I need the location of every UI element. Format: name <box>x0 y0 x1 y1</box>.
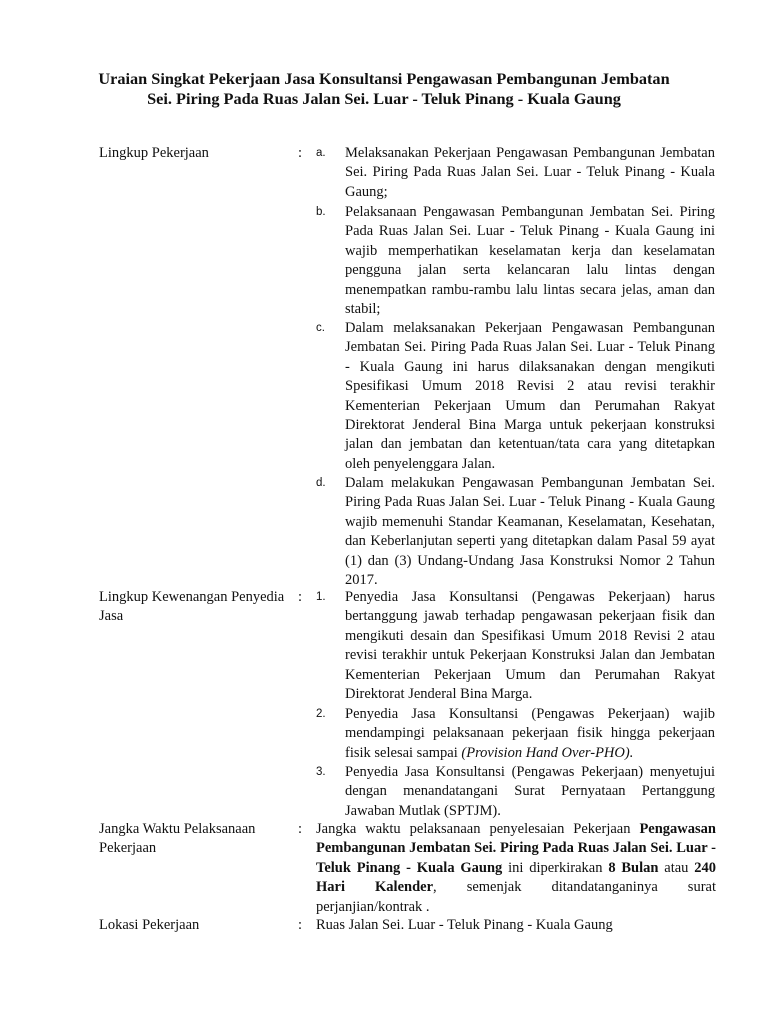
label-colon: : <box>298 589 303 605</box>
list-item-text: Dalam melakukan Pengawasan Pembangunan Jembatan Sei. Piring Pada Ruas Jalan Sei. Luar - Teluk Pinang - Kuala Gaung wajib memenuhi Standar Keamanan, Keselamatan, Kesehatan, dan Keberlanjutan seperti yang ditetapkan dalam Pasal 59 ayat (1) dan (3) Undang-Undang Jasa Konstruksi Nomor 2 Tahun 2017. <box>345 475 715 589</box>
duration-text: Jangka waktu pelaksanaan penyelesaian Pekerjaan <box>316 821 640 837</box>
list-item-text-plain: Penyedia Jasa Konsultansi (Pengawas Pekerjaan) wajib mendampingi pelaksanaan pekerjaan fisik hingga pekerjaan fisik selesai sampai <box>345 706 715 761</box>
duration-text: , semenjak ditandatanganinya surat perjanjian/kontrak . <box>316 879 716 915</box>
location-value: Ruas Jalan Sei. Luar - Teluk Pinang - Kuala Gaung <box>316 917 613 933</box>
list-marker: 3. <box>316 766 326 778</box>
list-item-text: Penyedia Jasa Konsultansi (Pengawas Pekerjaan) harus bertanggung jawab terhadap pengawasan pekerjaan fisik dan mengikuti desain dan Spesifikasi Umum 2018 Revisi 2 atau revisi terakhir untuk Pekerjaan Konstruksi Jalan dan Jembatan Kementerian Pekerjaan Umum dan Perumahan Rakyat Direktorat Jenderal Bina Marga. <box>345 589 715 703</box>
list-item-text: Melaksanakan Pekerjaan Pengawasan Pembangunan Jembatan Sei. Piring Pada Ruas Jalan Sei. Luar - Teluk Pinang - Kuala Gaung; <box>345 145 715 200</box>
duration-days: 240 Hari Kalender <box>316 859 716 896</box>
label-colon: : <box>298 821 303 837</box>
list-marker: 1. <box>316 591 326 603</box>
project-name-bold: Pengawasan Pembangunan Jembatan Sei. Piring Pada Ruas Jalan Sei. Luar - Teluk Pinang - Kuala Gaung <box>316 821 716 876</box>
duration-text: atau <box>658 859 695 876</box>
list-item-text: Pelaksanaan Pengawasan Pembangunan Jembatan Sei. Piring Pada Ruas Jalan Sei. Luar - Teluk Pinang - Kuala Gaung ini wajib memperhatikan keselamatan kerja dan keselamatan pengguna jalan serta kelancaran lalu lintas dengan menempatkan rambu-rambu lalu lintas secara jelas, aman dan stabil; <box>345 204 715 318</box>
list-marker: b. <box>316 206 326 218</box>
list-marker: 2. <box>316 708 326 720</box>
section-label: Lingkup Pekerjaan <box>99 145 209 161</box>
list-item-text-italic: (Provision Hand Over-PHO). <box>461 744 634 761</box>
label-colon: : <box>298 145 303 161</box>
duration-months: 8 Bulan <box>608 859 659 876</box>
document-title: Uraian Singkat Pekerjaan Jasa Konsultansi Pengawasan Pembangunan Jembatan Sei. Piring Pada Ruas Jalan Sei. Luar - Teluk Pinang - Kuala Gaung <box>98 69 670 108</box>
list-marker: a. <box>316 147 326 159</box>
section-label: Jangka Waktu Pelaksanaan Pekerjaan <box>99 821 256 857</box>
list-item-text <box>345 705 715 763</box>
list-marker: d. <box>316 477 326 489</box>
list-marker: c. <box>316 322 325 334</box>
section-label: Lingkup Kewenangan Penyedia Jasa <box>99 589 285 625</box>
label-colon: : <box>298 917 303 933</box>
list-item-text: Penyedia Jasa Konsultansi (Pengawas Pekerjaan) menyetujui dengan menandatangani Surat Pernyataan Pertanggung Jawaban Mutlak (SPTJM). <box>345 764 715 819</box>
duration-paragraph <box>316 820 716 917</box>
section-label: Lokasi Pekerjaan <box>99 917 200 933</box>
duration-text: ini diperkirakan <box>502 859 609 876</box>
list-item-text: Dalam melaksanakan Pekerjaan Pengawasan Pembangunan Jembatan Sei. Piring Pada Ruas Jalan Sei. Luar - Teluk Pinang - Kuala Gaung ini harus dilaksanakan dengan mengikuti Spesifikasi Umum 2018 Revisi 2 atau revisi terakhir Kementerian Pekerjaan Umum dan Perumahan Rakyat Direktorat Jenderal Bina Marga untuk pekerjaan konstruksi jalan dan jembatan dan ketentuan/tata cara yang ditetapkan oleh penyelenggara Jalan. <box>345 320 715 472</box>
